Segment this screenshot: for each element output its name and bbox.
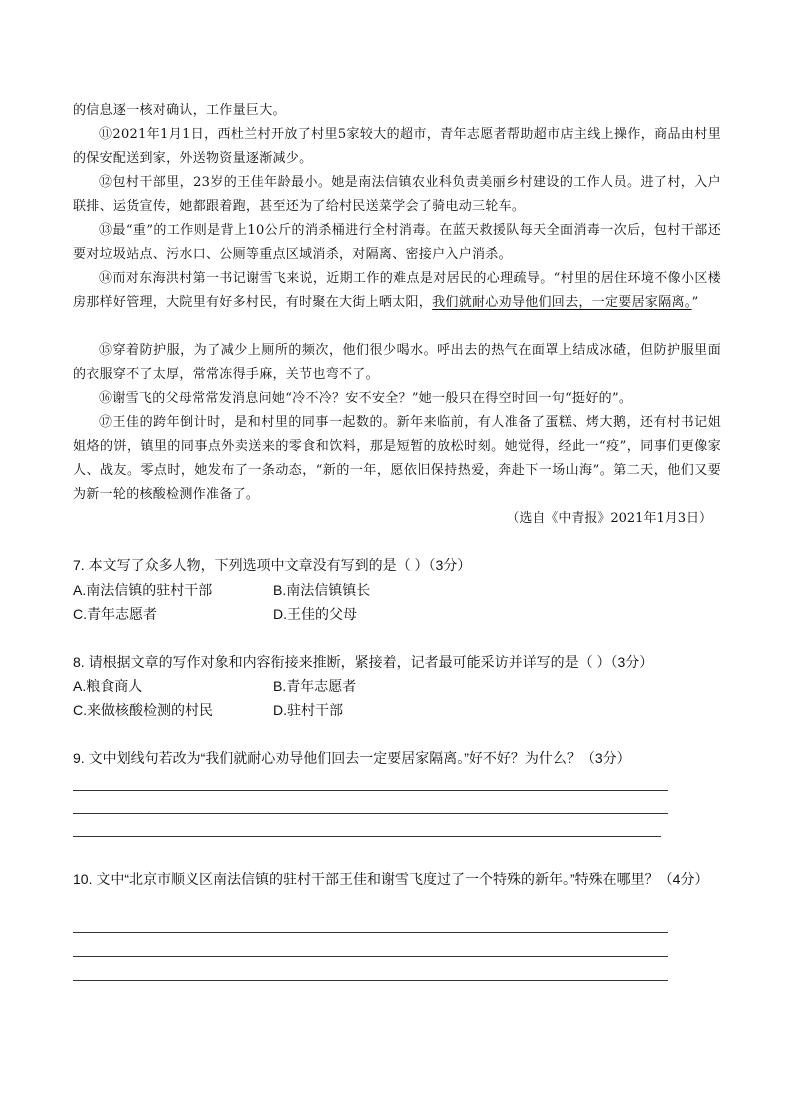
question-8-option-b: B.青年志愿者 — [273, 678, 357, 694]
answer-line[interactable] — [73, 980, 668, 981]
article-paragraph-16: ⑯谢雪飞的父母常常发消息问她“冷不冷？安不安全？”她一般只在得空时回一句“挺好的”。 — [99, 391, 633, 406]
paragraph-14-text: ⑭而对东海洪村第一书记谢雪飞来说，近期工作的难点是对居民的心理疏导。“村里的居住环境不像小区楼房那样好管理，大院里有好多村民，有时聚在大街上晒太阳， — [73, 271, 721, 310]
article-paragraph-17: ⑰王佳的跨年倒计时，是和村里的同事一起数的。新年来临前，有人准备了蛋糕、烤大鹅，还有村书记姐姐烙的饼，镇里的同事点外卖送来的零食和饮料，那是短暂的放松时刻。她觉得，经此一“疫”，同事们更像家人、战友。零点时，她发布了一条动态，“新的一年，愿依旧保持热爱，奔赴下一场山海”。第二天，他们又要为新一轮的核酸检测作准备了。 — [73, 415, 721, 502]
article-paragraph-12: ⑫包村干部里，23岁的王佳年龄最小。她是南法信镇农业科负责美丽乡村建设的工作人员。进了村，入户联排、运货宣传，她都跟着跑，甚至还为了给村民送菜学会了骑电动三轮车。 — [73, 175, 721, 214]
article-paragraph-13: ⑬最“重”的工作则是背上10公斤的消杀桶进行全村消毒。在蓝天救援队每天全面消毒一次后，包村干部还要对垃圾站点、污水口、公厕等重点区域消杀，对隔离、密接户入户消杀。 — [73, 223, 721, 262]
underlined-sentence: 我们就耐心劝导他们回去，一定要居家隔离。 — [432, 295, 692, 310]
article-paragraph-continued: 的信息逐一核对确认，工作量巨大。 — [73, 103, 286, 118]
article-paragraph-11: ⑪2021年1月1日，西杜兰村开放了村里5家较大的超市，青年志愿者帮助超市店主线上操作，商品由村里的保安配送到家，外送物资量逐渐减少。 — [73, 127, 721, 166]
answer-line[interactable] — [73, 813, 668, 814]
question-8-option-a: A.粮食商人 — [73, 678, 143, 694]
question-7-stem: 7. 本文写了众多人物，下列选项中文章没有写到的是（ ）（3分） — [73, 557, 472, 573]
article-paragraph-15: ⑮穿着防护服，为了减少上厕所的频次，他们很少喝水。呼出去的热气在面罩上结成冰碴，但防护服里面的衣服穿不了太厚，常常冻得手麻，关节也弯不了。 — [73, 343, 721, 382]
question-7-option-b: B.南法信镇镇长 — [273, 582, 371, 598]
article-paragraph-14 — [73, 267, 721, 315]
answer-line[interactable] — [73, 836, 661, 837]
question-8-stem: 8. 请根据文章的写作对象和内容衔接来推断，紧接着，记者最可能采访并详写的是（ ）（3分） — [73, 654, 654, 670]
answer-line[interactable] — [73, 790, 668, 791]
article-source: （选自《中青报》2021年1月3日） — [506, 511, 712, 526]
question-8-option-c: C.来做核酸检测的村民 — [73, 702, 213, 718]
question-10-stem: 10. 文中“北京市顺义区南法信镇的驻村干部王佳和谢雪飞度过了一个特殊的新年。”特殊在哪里？（4分） — [73, 871, 709, 887]
answer-line[interactable] — [73, 932, 668, 933]
question-7-option-d: D.王佳的父母 — [273, 606, 357, 622]
question-7-option-c: C.青年志愿者 — [73, 606, 157, 622]
question-7-option-a: A.南法信镇的驻村干部 — [73, 582, 213, 598]
question-9-stem: 9. 文中划线句若改为“我们就耐心劝导他们回去一定要居家隔离。”好不好？为什么？（3分） — [73, 750, 631, 766]
answer-line[interactable] — [73, 956, 668, 957]
paragraph-14-close-quote: ” — [691, 295, 699, 310]
question-8-option-d: D.驻村干部 — [273, 702, 343, 718]
